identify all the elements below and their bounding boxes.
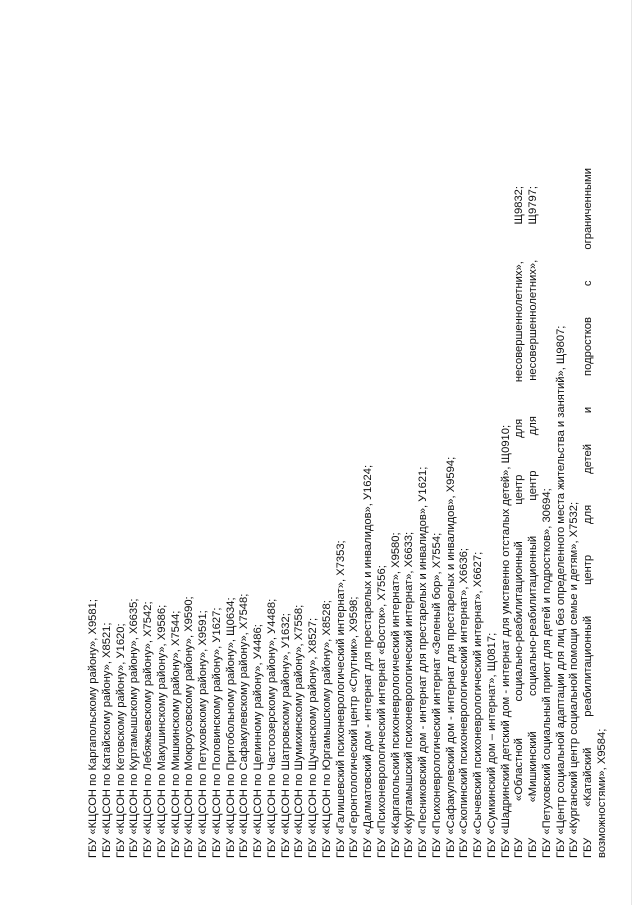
document-line: ГБУ «КЦСОН по Лебяжьевскому району», Х7542;: [142, 601, 154, 858]
document-line: ГБУ «КЦСОН по Притобольному району», Щ0634;: [224, 597, 237, 858]
scan-edge: [631, 0, 632, 905]
document-line: ГБУ «КЦСОН по Куртамышскому району», Х6635;: [128, 598, 141, 858]
document-line: ГБУ «КЦСОН по Кетовскому району», У1620;: [114, 623, 127, 858]
document-line: ГБУ «Катайский реабилитационный центр для детей и подростков с ограниченными: [582, 168, 594, 858]
document-line: возможностями», Х9584;: [595, 728, 608, 858]
document-line: ГБУ «Шадринский детский дом - интернат для умственно отсталых детей», Щ0910;: [499, 424, 512, 858]
document-line: ГБУ «КЦСОН по Шумихинскому району», Х7558;: [293, 604, 306, 858]
document-line: ГБУ «Каргапольский психоневрологический интернат», Х9580;: [389, 532, 402, 858]
document-line: ГБУ «Сафакулевский дом - интернат для престарелых и инвалидов», Х9594;: [444, 456, 457, 858]
document-line: ГБУ «Психоневрологический интернат «Восток», Х7556;: [375, 565, 388, 858]
document-line: ГБУ «КЦСОН по Сафакулевскому району», Х7548;: [238, 593, 251, 858]
document-line: ГБУ «КЦСОН по Мокроусовскому району», Х9590;: [183, 596, 196, 858]
document-line: ГБУ «КЦСОН по Мишкинскому району», Х7544;: [169, 610, 182, 858]
document-text-block: [87, 68, 610, 858]
document-line: ГБУ «Песниковский дом - интернат для престарелых и инвалидов», У1621;: [417, 466, 429, 858]
document-line: ГБУ «Областной социально-реабилитационный центр для несовершеннолетних», Щ9832;: [513, 186, 526, 858]
document-line: ГБУ «КЦСОН по Макушинскому району», Х9586;: [155, 604, 168, 858]
document-line: ГБУ «КЦСОН по Щучанскому району», Х8527;: [307, 617, 319, 858]
document-line: ГБУ «Геронтологический центр «Спутник», Х9598;: [348, 596, 361, 858]
document-line: ГБУ «Скопинский психоневрологический интернат», Х6636;: [458, 547, 471, 858]
document-line: ГБУ «КЦСОН по Каргапольскому району», Х9581;: [87, 599, 99, 858]
document-line: ГБУ «Мишкинский социально-реабилитационный центр для несовершеннолетних», Щ9797;: [527, 186, 539, 858]
document-line: ГБУ «Куртамышский психоневрологический интернат», Х6633;: [403, 531, 416, 858]
document-line: ГБУ «Психоневрологический интернат «Зеленый бор», Х7554;: [430, 532, 443, 858]
document-line: ГБУ «Сумкинский дом – интернат», Щ0817;: [485, 632, 498, 858]
document-line: ГБУ «Петуховский социальный приют для детей и подростков», 30694;: [540, 488, 553, 858]
document-line: ГБУ «Сычевский психоневрологический интернат», Х6627;: [472, 551, 484, 858]
document-line: ГБУ «КЦСОН по Юргамышскому району», Х8528;: [320, 600, 333, 858]
document-line: ГБУ «КЦСОН по Катайскому району», Х8521;: [100, 622, 113, 858]
document-line: ГБУ «Курганский центр социальной помощи семье и детям», Х7532;: [568, 501, 581, 858]
document-line: ГБУ «КЦСОН по Петуховскому району», Х9591;: [197, 610, 209, 858]
document-line: ГБУ «Центр социальной адаптации для лиц без определенного места жительства и занятий», Щ9807;: [554, 325, 567, 858]
document-line: ГБУ «Галишевский психоневрологический интернат», Х7353;: [334, 540, 347, 858]
document-line: ГБУ «КЦСОН по Половинскому району», У1627;: [210, 607, 223, 858]
document-line: ГБУ «КЦСОН по Частоозерскому району», У4488;: [265, 598, 278, 858]
document-line: ГБУ «КЦСОН по Целинному району», У4486;: [252, 624, 264, 858]
document-line: ГБУ «Далматовский дом - интернат для престарелых и инвалидов», У1624;: [362, 464, 374, 858]
document-line: ГБУ «КЦСОН по Шатровскому району», У1632;: [279, 613, 292, 858]
